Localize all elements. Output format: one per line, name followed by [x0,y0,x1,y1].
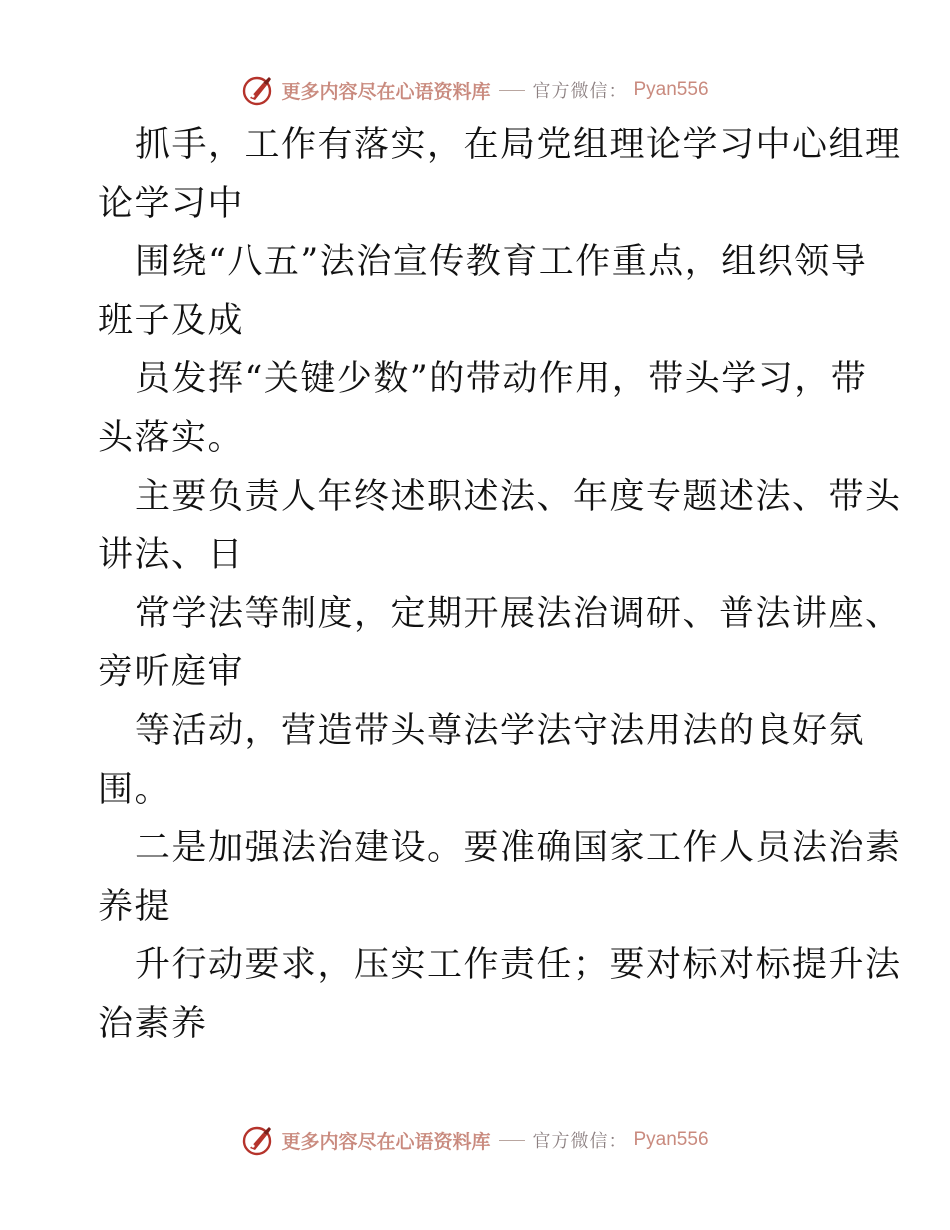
text-line: 常学法等制度，定期开展法治调研、普法讲座、 [135,593,902,634]
watermark-label: 官方微信： [532,1131,628,1152]
pen-logo-icon [241,73,275,107]
pen-logo-icon [241,1123,275,1157]
text-line: 讲法、日 [98,535,245,576]
watermark-separator [499,1140,525,1141]
watermark-separator [499,90,525,91]
watermark-handle: Pyan556 [633,79,709,100]
text-line: 围绕“八五”法治宣传教育工作重点，组织领导 [135,242,868,283]
footer-watermark [0,1120,950,1160]
header-watermark [0,70,950,110]
text-line: 二是加强法治建设。要准确国家工作人员法治素 [135,828,902,869]
text-line: 等活动，营造带头尊法学法守法用法的良好氛 [135,710,866,751]
text-line: 班子及成 [98,300,245,341]
text-line: 升行动要求，压实工作责任；要对标对标提升法 [135,945,902,986]
watermark-label: 官方微信： [532,81,628,102]
text-line: 旁听庭审 [98,652,245,693]
text-line: 养提 [98,886,172,927]
document-body [98,116,902,1054]
watermark-handle: Pyan556 [633,1129,709,1150]
watermark-brand: 更多内容尽在心语资料库 [281,80,491,103]
text-line: 论学习中 [98,183,245,224]
text-line: 围。 [98,769,172,810]
text-line: 抓手，工作有落实，在局党组理论学习中心组理 [135,125,902,165]
text-line: 治素养 [98,1003,208,1044]
watermark-brand: 更多内容尽在心语资料库 [281,1130,491,1153]
text-line: 员发挥“关键少数”的带动作用，带头学习，带 [135,359,868,400]
text-line: 主要负责人年终述职述法、年度专题述法、带头 [135,476,902,517]
text-line: 头落实。 [98,417,245,458]
